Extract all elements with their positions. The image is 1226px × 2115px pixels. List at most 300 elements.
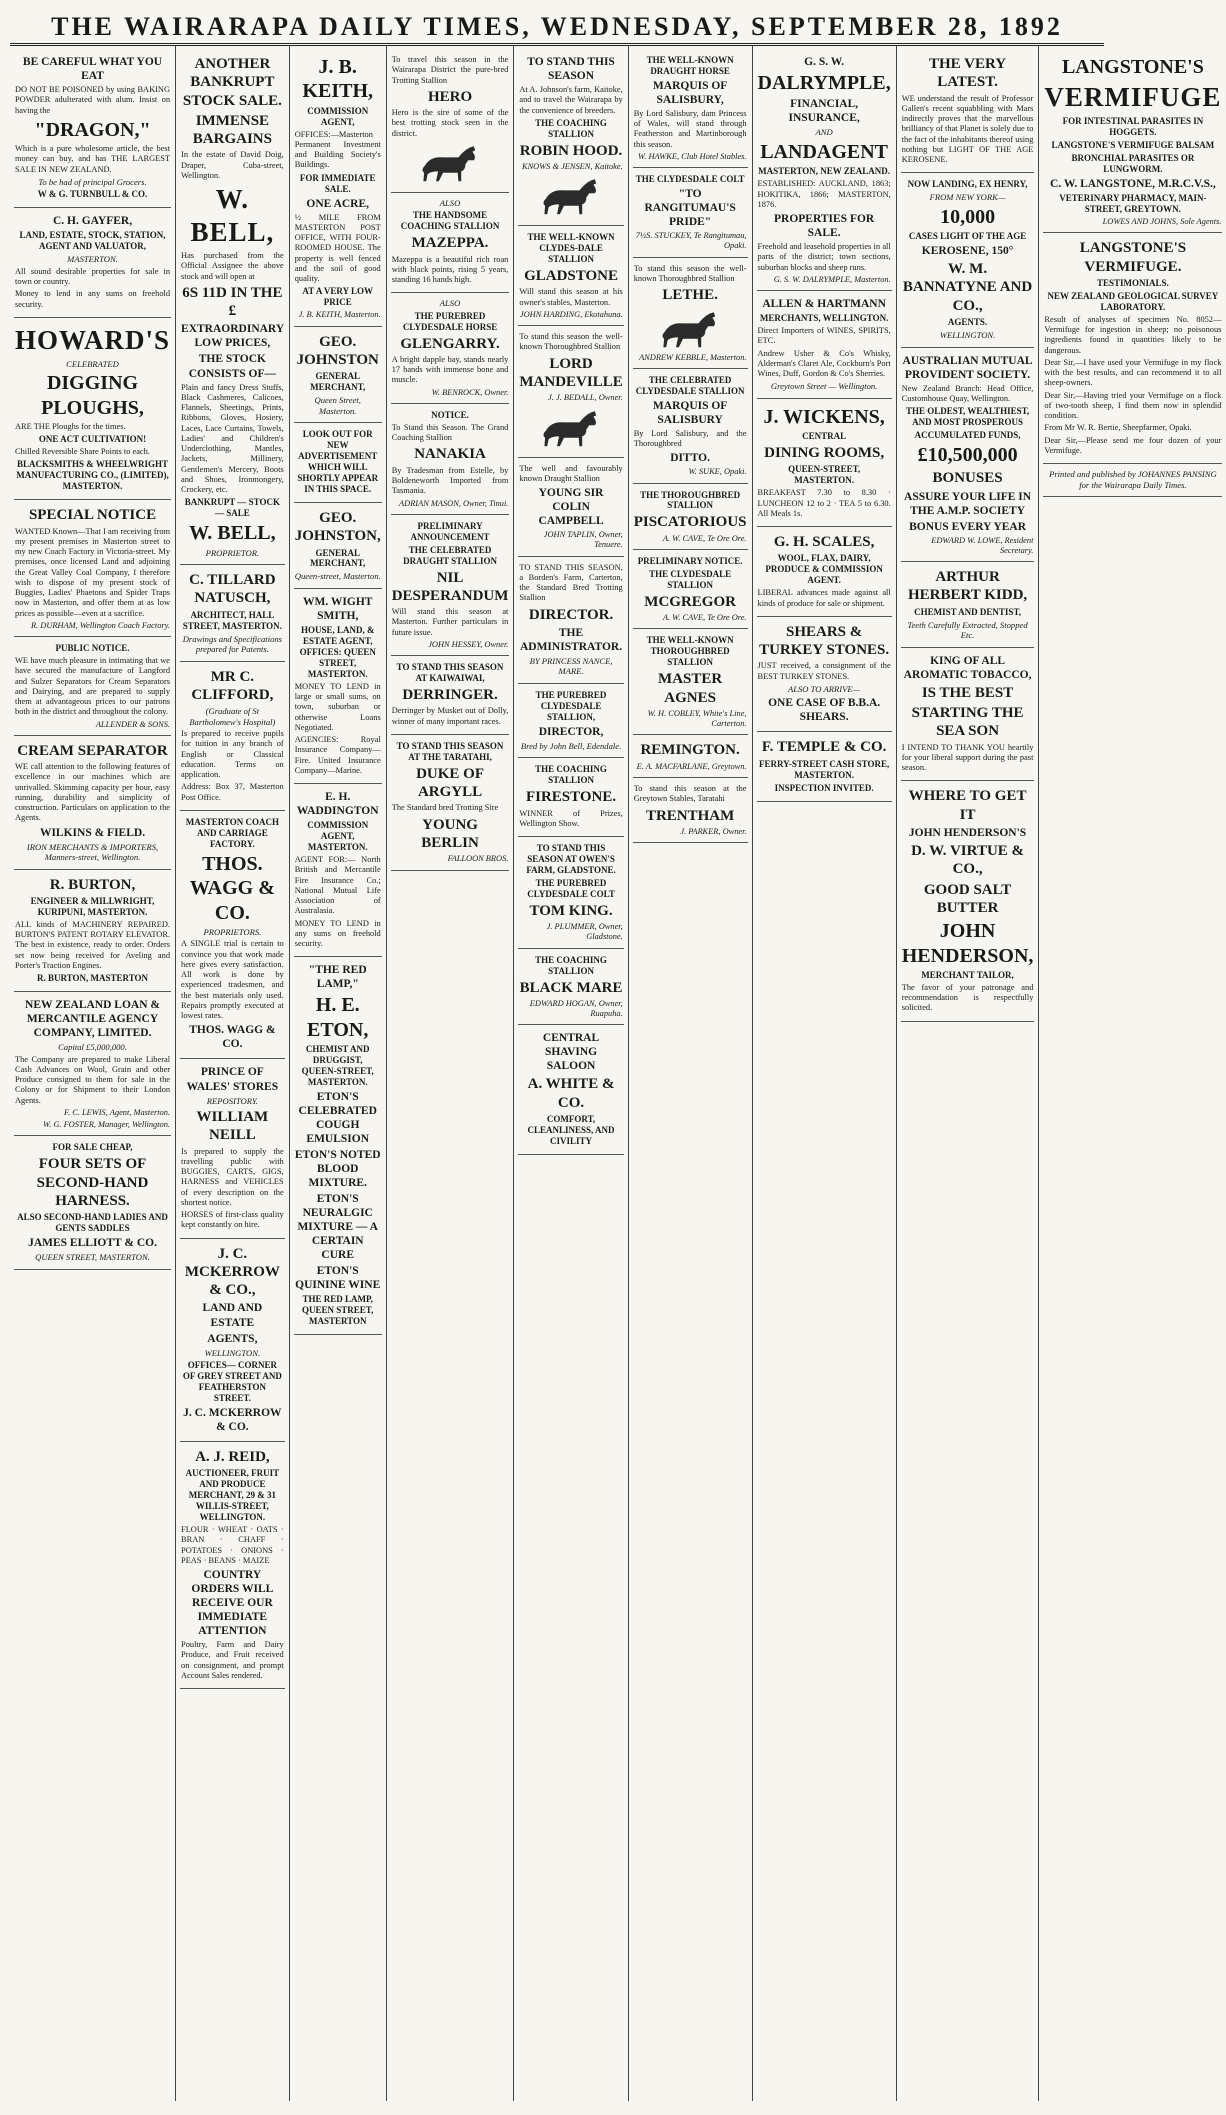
ad-heading: STARTING THE SEA SON: [911, 705, 1024, 740]
ad-heading: THE STOCK CONSISTS OF—: [188, 353, 276, 380]
ad-heading: WELLINGTON.: [939, 330, 996, 341]
ad-heading: THE OLDEST, WEALTHIEST, AND MOST PROSPEROUS: [905, 406, 1030, 428]
ad-heading: C. H. GAYFER,: [52, 215, 133, 228]
ad-heading: JOHN HARDING, Ekotahuna.: [519, 309, 623, 319]
ad-heading: THE WELL-KNOWN THOROUGHBRED STALLION: [646, 635, 734, 668]
ad-heading: Teeth Carefully Extracted, Stopped Etc.: [907, 619, 1028, 641]
advertisement: [757, 617, 892, 733]
ad-heading: GENERAL MERCHANT,: [310, 371, 366, 393]
ad-heading: WM. WIGHT SMITH,: [303, 595, 373, 622]
ad-heading: CENTRAL SHAVING SALOON: [542, 1032, 600, 1073]
ad-text: Dear Sir,—I have used your Vermifuge in my flock with the best results, and can recommend it to all sheep-owners.: [1044, 357, 1222, 388]
ad-heading: BLACK MARE: [519, 979, 623, 996]
ad-heading: THOS. WAGG & CO.: [189, 1024, 276, 1051]
ad-heading: BANKRUPT — STOCK — SALE: [184, 497, 280, 519]
ad-heading: LETHE.: [662, 287, 718, 304]
ad-heading: ALSO: [439, 298, 461, 309]
column-9: [1039, 46, 1226, 2101]
ad-heading: ALLENDER & SONS.: [95, 719, 171, 729]
ad-heading: PRELIMINARY NOTICE.: [637, 556, 743, 566]
ad-heading: PUBLIC NOTICE.: [55, 643, 130, 654]
ad-heading: THE WELL-KNOWN DRAUGHT HORSE: [646, 55, 734, 76]
ad-heading: A. W. CAVE, Te Ore Ore.: [662, 613, 747, 623]
column-7: [753, 46, 897, 2101]
ad-text: To travel this season in the Wairarapa District the pure-bred Trotting Stallion: [391, 55, 509, 85]
ad-heading: J. C. MCKERROW & CO.: [183, 1406, 282, 1433]
ad-text: By Lord Salisbury, dam Princess of Wales, will stand through Featherston and Martinborough this season.: [633, 108, 747, 149]
advertisement: [294, 503, 382, 589]
ad-heading: WELLINGTON.: [204, 1347, 261, 1358]
ad-heading: FOUR SETS OF SECOND-HAND HARNESS.: [36, 1156, 149, 1209]
ad-text: Mazeppa is a beautiful rich roan with black points, rising 5 years, standing 16 hands high.: [391, 254, 509, 285]
ad-heading: THE RED LAMP, QUEEN STREET, MASTERTON: [302, 1294, 374, 1327]
ad-heading: KEROSENE, 150°: [921, 245, 1014, 258]
ad-heading: LANGSTONE'S VERMIFUGE.: [1079, 240, 1187, 275]
ad-heading: INSPECTION INVITED.: [774, 782, 874, 793]
ad-heading: EDWARD W. LOWE, Resident Secretary.: [931, 535, 1034, 555]
advertisement: [180, 565, 285, 662]
ad-heading: TO STAND THIS SEASON AT OWEN'S FARM, GLADSTONE.: [526, 843, 616, 875]
ad-heading: A. WHITE & CO.: [527, 1076, 615, 1111]
ad-heading: To be had of principal Grocers.: [38, 176, 147, 187]
advertisement: [518, 326, 623, 457]
ad-heading: SPECIAL NOTICE: [28, 507, 157, 524]
ad-heading: QUEEN-STREET, MASTERTON.: [788, 464, 861, 486]
advertisement: [391, 656, 510, 735]
ad-heading: ASSURE YOUR LIFE IN THE A.M.P. SOCIETY: [904, 490, 1032, 517]
ad-heading: MERCHANT TAILOR,: [921, 969, 1014, 980]
ad-heading: ADRIAN MASON, Owner, Tinui.: [399, 498, 509, 508]
advertisement: [518, 684, 623, 758]
ad-heading: F. TEMPLE & CO.: [761, 739, 887, 756]
ad-heading: MCGREGOR: [644, 593, 736, 610]
ad-text: Derringer by Musket out of Dolly, winner of many important races.: [391, 706, 509, 726]
ad-text: In the estate of David Doig, Draper, Cuba-street, Wellington.: [181, 150, 284, 180]
ad-heading: E. H. WADDINGTON: [296, 791, 379, 818]
ad-heading: WHERE TO GET IT: [908, 788, 1027, 823]
ad-heading: HOUSE, LAND, & ESTATE AGENT, OFFICES: QUEEN STREET, MASTERTON.: [299, 624, 376, 679]
ad-heading: DIRECTOR,: [538, 725, 604, 738]
ad-heading: AGENTS,: [207, 1332, 258, 1345]
ad-heading: FINANCIAL, INSURANCE,: [788, 98, 860, 125]
ad-heading: Queen Street, Masterton.: [314, 395, 361, 416]
ad-heading: COMMISSION AGENT, MASTERTON.: [307, 820, 369, 853]
advertisement: [901, 648, 1035, 782]
ad-heading: HERO: [427, 88, 473, 105]
ad-heading: TO STAND THIS SEASON AT THE TARATAHI,: [396, 740, 504, 762]
ad-heading: PRELIMINARY ANNOUNCEMENT: [410, 520, 490, 542]
advertisement: [901, 173, 1035, 347]
ad-heading: CHEMIST AND DRUGGIST, QUEEN-STREET, MASTERTON.: [301, 1044, 374, 1087]
ad-heading: COMFORT, CLEANLINESS, AND CIVILITY: [527, 1114, 615, 1146]
ad-heading: ARTHUR HERBERT KIDD,: [907, 569, 1028, 604]
ad-heading: THE ADMINISTRATOR.: [519, 626, 623, 653]
advertisement: [14, 49, 171, 208]
advertisement: [14, 637, 171, 736]
ad-text: ARE THE Ploughs for the times.: [15, 422, 126, 432]
ad-heading: HOWARD'S: [15, 324, 171, 355]
ad-heading: KNOWS & JENSEN, Kaitoke.: [521, 162, 623, 172]
ad-heading: NEW ZEALAND LOAN & MERCANTILE AGENCY COMPANY, LIMITED.: [25, 999, 160, 1040]
ad-heading: TO STAND THIS SEASON: [527, 56, 615, 83]
ad-heading: W. M. BANNATYNE AND CO.,: [902, 261, 1033, 314]
ad-text: The well and favourably known Draught Stallion: [519, 463, 623, 483]
ad-heading: R. BURTON,: [49, 876, 136, 893]
ad-heading: CREAM SEPARATOR: [17, 742, 168, 759]
ad-heading: CELEBRATED: [66, 358, 119, 369]
ad-heading: BONUS EVERY YEAR: [909, 520, 1027, 533]
ad-heading: ETON'S QUININE WINE: [295, 1265, 381, 1292]
ad-heading: JAMES ELLIOTT & CO.: [28, 1237, 157, 1250]
ad-text: New Zealand Branch: Head Office, Customhouse Quay, Wellington.: [901, 383, 1034, 403]
ad-heading: J. B. KEITH, Masterton.: [298, 310, 381, 320]
ad-text: At A. Johnson's farm, Kaitoke, and to travel the Wairarapa by the convenience of breeders.: [519, 85, 623, 115]
ad-heading: MASTERTON.: [67, 254, 118, 265]
ad-heading: CHEMIST AND DENTIST,: [914, 606, 1022, 617]
ad-heading: DINING ROOMS,: [764, 445, 885, 462]
ad-heading: G. S. W.: [804, 56, 845, 68]
ad-heading: F. C. LEWIS, Agent, Masterton.: [64, 1107, 171, 1117]
ad-heading: A. W. CAVE, Te Ore Ore.: [662, 533, 747, 543]
advertisement: [294, 957, 382, 1335]
column-5: [514, 46, 628, 2101]
advertisement: [391, 193, 510, 293]
ad-heading: THOS. WAGG & CO.: [189, 852, 275, 924]
advertisement: [14, 870, 171, 992]
ad-text: Will stand this season at his owner's stables, Masterton.: [519, 287, 623, 307]
ad-heading: JOHN TAPLIN, Owner, Tenuere.: [543, 530, 623, 550]
ad-heading: 6S 11D IN THE £: [182, 284, 283, 320]
ad-heading: FOR SALE CHEAP,: [52, 1142, 133, 1153]
ad-heading: EXTRAORDINARY LOW PRICES,: [181, 323, 285, 350]
ad-heading: R. DURHAM, Wellington Coach Factory.: [31, 620, 171, 630]
ad-heading: MERCHANTS, WELLINGTON.: [759, 313, 889, 324]
advertisement: [180, 811, 285, 1060]
advertisement: [757, 732, 892, 801]
ad-heading: NIL DESPERANDUM: [391, 569, 509, 604]
ad-heading: THE VERY LATEST.: [928, 56, 1007, 91]
ad-heading: LANGSTONE'S VERMIFUGE BALSAM: [1051, 140, 1215, 151]
advertisement: [294, 423, 382, 503]
ad-text: WINNER of Prizes, Wellington Show.: [519, 808, 623, 828]
ad-heading: J. C. MCKERROW & CO.,: [184, 1245, 280, 1299]
ad-heading: AT A VERY LOW PRICE: [302, 286, 374, 308]
advertisement: [294, 784, 382, 957]
advertisement: [633, 484, 748, 550]
ad-heading: THE CLYDESDALE STALLION: [649, 568, 732, 590]
ad-heading: AGENTS.: [947, 317, 988, 328]
ad-heading: THE HANDSOME COACHING STALLION: [400, 210, 500, 232]
ad-text: AGENCIES: Royal Insurance Company—Fire. United Insurance Company—Marine.: [294, 735, 381, 775]
ad-heading: ROBIN HOOD.: [519, 142, 623, 159]
advertisement: [518, 226, 623, 326]
ad-heading: ETON'S NOTED BLOOD MIXTURE.: [294, 1149, 381, 1190]
ad-text: Direct Importers of WINES, SPIRITS, ETC.: [757, 326, 891, 346]
ad-heading: IMMENSE BARGAINS: [192, 112, 272, 148]
columns-grid: [10, 46, 1222, 2101]
ad-heading: PROPRIETOR.: [205, 547, 260, 558]
ad-heading: GEO. JOHNSTON,: [294, 509, 381, 545]
ad-text: To Stand this Season. The Grand Coaching Stallion: [391, 422, 509, 443]
ad-heading: PRINCE OF WALES' STORES: [186, 1066, 279, 1093]
ad-text: By Lord Salisbury, and the Thoroughbred: [633, 428, 747, 448]
ad-heading: GEO. JOHNSTON: [296, 333, 379, 368]
advertisement: [757, 399, 892, 527]
ad-text: Address: Box 37, Masterton Post Office.: [181, 782, 284, 802]
advertisement: [180, 1442, 285, 1689]
ad-heading: E. A. MACFARLANE, Greytown.: [636, 761, 747, 771]
ad-heading: DERRINGER.: [402, 687, 498, 704]
advertisement: [901, 348, 1035, 563]
ad-heading: THE COACHING STALLION: [535, 954, 607, 976]
advertisement: [180, 49, 285, 565]
ad-text: Is prepared to supply the travelling public with BUGGIES, CARTS, GIGS, HARNESS and VEHICLES of every description on the shortest notice.: [181, 1146, 284, 1207]
ad-heading: W. BELL,: [189, 522, 276, 545]
ad-heading: COUNTRY ORDERS WILL RECEIVE OUR IMMEDIATE ATTENTION: [191, 1569, 274, 1638]
advertisement: [518, 837, 623, 949]
ad-heading: AUCTIONEER, FRUIT AND PRODUCE MERCHANT, 29 & 31 WILLIS-STREET, WELLINGTON.: [185, 1468, 280, 1523]
advertisement: [518, 758, 623, 837]
ad-heading: MASTERTON COACH AND CARRIAGE FACTORY.: [185, 816, 280, 849]
ad-text: BREAKFAST 7.30 to 8.30 · LUNCHEON 12 to 2 · TEA 5 to 6.30. All Meals 1s.: [757, 488, 891, 518]
ad-heading: EDWARD HOGAN, Owner, Ruapuha.: [529, 998, 623, 1019]
ad-text: MONEY TO LEND in large or small sums, on town, suburban or otherwise Loans Negotiated.: [294, 681, 381, 732]
ad-heading: THE CLYDESDALE COLT: [635, 174, 745, 185]
ad-heading: (Graduate of St Bartholomew's Hospital): [189, 706, 276, 727]
ad-text: ESTABLISHED: AUCKLAND, 1863; HOKITIKA, 1866; MASTERTON, 1876.: [757, 179, 891, 209]
ad-heading: THE PUREBRED CLYDESDALE HORSE: [402, 310, 498, 332]
ad-heading: ANDREW KEBBLE, Masterton.: [639, 352, 747, 362]
column-8: [897, 46, 1040, 2101]
advertisement: [180, 1239, 285, 1442]
ad-heading: LAND, ESTATE, STOCK, STATION, AGENT AND VALUATOR,: [19, 230, 166, 252]
ad-heading: W. BELL,: [190, 184, 275, 248]
ad-heading: AUSTRALIAN MUTUAL PROVIDENT SOCIETY.: [902, 354, 1033, 381]
advertisement: [633, 369, 748, 484]
ad-heading: WILKINS & FIELD.: [39, 826, 146, 839]
advertisement: [391, 293, 510, 404]
ad-heading: THE COACHING STALLION: [535, 764, 607, 786]
ad-heading: ARCHITECT, HALL STREET, MASTERTON.: [182, 609, 282, 631]
advertisement: [1043, 49, 1222, 233]
ad-heading: LOWES AND JOHNS, Sole Agents.: [1102, 217, 1222, 227]
ad-text: A bright dapple bay, stands nearly 17 hands with immense bone and muscle.: [391, 354, 509, 385]
advertisement: [757, 527, 892, 617]
ad-heading: ONE ACT CULTIVATION!: [38, 434, 147, 445]
ad-heading: Printed and published by JOHANNES PANSING for the Wairarapa Daily Times.: [1049, 469, 1217, 490]
ad-text: Poultry, Farm and Dairy Produce, and Fruit received on consignment, and prompt Account Sales rendered.: [181, 1640, 284, 1680]
ad-heading: IRON MERCHANTS & IMPORTERS, Manners-street, Wellington.: [26, 841, 159, 863]
ad-heading: ETON'S CELEBRATED COUGH EMULSION: [298, 1090, 377, 1145]
ad-text: LIBERAL advances made against all kinds of produce for sale or shipment.: [757, 588, 891, 608]
column-6: [629, 46, 753, 2101]
ad-heading: LANGSTONE'S: [1061, 56, 1204, 78]
ad-text: The favor of your patronage and recommendation is respectfully solicited.: [901, 982, 1034, 1013]
ad-text: Has purchased from the Official Assignee the above stock and will open at: [181, 251, 284, 281]
advertisement: [633, 778, 748, 843]
horse-illustration-icon: [655, 308, 725, 350]
ad-heading: Greytown Street — Wellington.: [770, 381, 878, 392]
ad-text: To stand this season the well-known Thoroughbred Stallion: [519, 332, 623, 352]
ad-heading: FOR IMMEDIATE SALE.: [299, 172, 376, 194]
ad-heading: LORD MANDEVILLE: [519, 355, 623, 391]
ad-heading: THE WELL-KNOWN CLYDES-DALE STALLION: [527, 232, 615, 265]
ad-text: Will stand this season at Masterton. Further particulars in future issue.: [391, 607, 509, 637]
ad-heading: THE CELEBRATED DRAUGHT STALLION: [403, 544, 498, 566]
ad-heading: DUKE OF ARGYLL: [416, 765, 484, 801]
advertisement: [180, 662, 285, 811]
ad-heading: WOOL, FLAX, DAIRY, PRODUCE & COMMISSION AGENT.: [765, 553, 883, 586]
ad-heading: G. S. W. DALRYMPLE, Masterton.: [773, 274, 891, 284]
advertisement: [518, 949, 623, 1026]
ad-heading: PISCATORIOUS: [633, 514, 747, 531]
ad-heading: J. PLUMMER, Owner, Gladstone.: [546, 922, 623, 942]
horse-illustration-icon: [536, 407, 606, 449]
masthead: THE WAIRARAPA DAILY TIMES, WEDNESDAY, SEPTEMBER 28, 1892: [10, 6, 1104, 46]
advertisement: [901, 49, 1035, 173]
ad-heading: MARQUIS OF SALISBURY,: [652, 79, 728, 106]
ad-text: From Mr W. R. Bertie, Sheepfarmer, Opaki.: [1044, 423, 1192, 433]
ad-heading: Bred by John Bell, Edendale.: [520, 740, 622, 751]
advertisement: [633, 49, 748, 168]
ad-text: Which is a pure wholesome article, the best money can buy, and has THE LARGEST SALE IN NEW ZEALAND.: [15, 144, 171, 174]
advertisement: [14, 736, 171, 870]
ad-text: Is prepared to receive pupils for tuition in any branch of English or Classical education. Terms on application.: [181, 729, 284, 780]
ad-heading: MR C. CLIFFORD,: [191, 668, 274, 703]
ad-heading: MAZEPPA.: [411, 235, 489, 252]
ad-text: Dear Sir,—Having tried your Vermifuge on a flock of two-tooth sheep, I find them now in splendid condition.: [1044, 390, 1222, 421]
ad-text: WE call attention to the following features of excellence in our machines which are unrivalled. Skimming capacity per hour, easy running, durability and simplicity of construction. Particulars on application to the Agents.: [15, 762, 171, 823]
ad-text: All sound desirable properties for sale in town or country.: [15, 266, 171, 287]
ad-heading: ENGINEER & MILLWRIGHT, KURIPUNI, MASTERTON.: [30, 895, 155, 917]
ad-heading: J. B. KEITH,: [302, 56, 373, 103]
ad-heading: TRENTHAM: [645, 807, 735, 824]
ad-heading: ALSO SECOND-HAND LADIES AND GENTS SADDLES: [17, 1212, 168, 1234]
ad-heading: DIRECTOR.: [528, 606, 614, 623]
ad-heading: TESTIMONIALS.: [1097, 277, 1169, 288]
advertisement: [391, 49, 510, 193]
ad-heading: TOM KING.: [529, 902, 613, 919]
ad-heading: GENERAL MERCHANT,: [310, 547, 366, 569]
ad-heading: THE THOROUGHBRED STALLION: [640, 489, 741, 511]
ad-text: JUST received, a consignment of the BEST TURKEY STONES.: [757, 661, 891, 681]
ad-heading: ETON'S NEURALGIC MIXTURE — A CERTAIN CURE: [297, 1193, 378, 1262]
advertisement: [14, 992, 171, 1136]
advertisement: [391, 404, 510, 515]
ad-heading: BLACKSMITHS & WHEELWRIGHT MANUFACTURING CO., (LIMITED), MASTERTON.: [16, 459, 169, 492]
ad-text: Dear Sir,—Please send me four dozen of your Vermifuge.: [1044, 435, 1222, 455]
ad-heading: JOHN HESSEY, Owner.: [428, 639, 509, 649]
ad-heading: SHEARS & TURKEY STONES.: [759, 623, 890, 659]
ad-heading: W & G. TURNBULL & CO.: [37, 189, 148, 200]
advertisement: [757, 291, 892, 399]
ad-heading: BRONCHIAL PARASITES OR LUNGWORM.: [1071, 153, 1195, 175]
ad-text: Plain and fancy Dress Stuffs, Black Cashmeres, Calicoes, Flannels, Sheetings, Prints, Ribbons, Gloves, Hosiery, Laces, Lace Curtains, Towels, Ladies' and Children's Underclothing, Mantles, Jackets, Millinery, Gentlemen's Mercery, Boots and Shoes, Ironmongery, Crockery, etc.: [181, 382, 284, 495]
advertisement: [518, 49, 623, 226]
ad-text: DO NOT BE POISONED by using BAKING POWDER adulterated with alum. Insist on having the: [15, 85, 171, 115]
ad-heading: YOUNG BERLIN: [421, 816, 479, 852]
ad-heading: NOW LANDING, EX HENRY,: [907, 179, 1028, 190]
ad-heading: W. BENROCK, Owner.: [431, 387, 509, 397]
ad-text: ½ MILE FROM MASTERTON POST OFFICE, WITH FOUR-ROOMED HOUSE. The property is well fenced and the soil of good quality.: [294, 212, 381, 284]
ad-heading: THE PUREBRED CLYDESDALE COLT: [527, 877, 615, 899]
ad-text: MONEY TO LEND in any sums on freehold security.: [294, 918, 381, 948]
ad-heading: A. J. REID,: [195, 1448, 270, 1465]
ad-heading: BE CAREFUL WHAT YOU EAT: [22, 56, 163, 83]
ad-heading: REPOSITORY.: [206, 1095, 258, 1106]
advertisement: [14, 208, 171, 317]
ad-heading: Drawings and Specifications prepared for Patents.: [182, 633, 283, 655]
ad-heading: WILLIAM NEILL: [196, 1109, 269, 1144]
ad-heading: DITTO.: [670, 452, 710, 465]
ad-heading: AND: [815, 127, 833, 138]
ad-heading: H. E. ETON,: [307, 994, 369, 1041]
ad-text: OFFICES:—Masterton Permanent Investment and Building Society's Buildings.: [294, 129, 381, 170]
ad-heading: MASTERTON, NEW ZEALAND.: [758, 166, 891, 177]
ad-heading: NANAKIA: [414, 446, 486, 463]
ad-heading: JOHN HENDERSON,: [901, 920, 1034, 967]
horse-illustration-icon: [536, 175, 606, 217]
advertisement: [633, 258, 748, 369]
ad-text: Freehold and leasehold properties in all parts of the district; town sections, suburban blocks and sheep runs.: [757, 242, 891, 272]
ad-heading: THE PUREBRED CLYDESDALE STALLION,: [535, 689, 607, 722]
advertisement: [14, 1136, 171, 1269]
advertisement: [518, 458, 623, 557]
ad-text: I INTEND TO THANK YOU heartily for your liberal support during the past season.: [901, 742, 1034, 773]
ad-heading: "TO RANGITUMAU'S PRIDE": [644, 188, 736, 229]
ad-text: The Company are prepared to make Liberal Cash Advances on Wool, Grain and other Produce consigned to them for sale in the Colony or for Shipment to their London Agents.: [15, 1054, 171, 1105]
ad-heading: NOTICE.: [431, 409, 469, 420]
ad-heading: LOOK OUT FOR NEW ADVERTISEMENT WHICH WILL SHORTLY APPEAR IN THIS SPACE.: [297, 429, 379, 494]
ad-text: WANTED Known—That I am receiving from my present premises in Masterton street to my new Coach Factory in Victoria-street. My premises, once licensed Land and adjoining the Great Valley Coal Company, I therefore wish to dispose of my present stock of Buggies, Ladies' Phaetons and Spider Traps now in Masterton, and offer them at as low prices as possible—even at a sacrifice.: [15, 526, 171, 618]
ad-heading: "THE RED LAMP,": [308, 964, 367, 991]
advertisement: [901, 781, 1035, 1021]
ad-heading: PROPRIETORS.: [203, 926, 262, 937]
column-2: [176, 46, 290, 2101]
ad-heading: D. W. VIRTUE & CO.,: [911, 843, 1025, 878]
ad-heading: 10,000: [940, 205, 996, 228]
ad-heading: W. SUKE, Opaki.: [688, 467, 747, 477]
ad-text: To stand this season the well-known Thoroughbred Stallion: [633, 263, 747, 283]
ad-heading: ALSO: [439, 197, 461, 208]
advertisement: [294, 589, 382, 784]
ad-text: WE have much pleasure in intimating that we have secured the manufacture of Langford and Sulzer Separators for Cream Separators and Dairying, and are prepared to supply them at advantageous prices to our patrons both in the district and throughout the colony.: [15, 656, 171, 717]
ad-heading: CASES LIGHT OF THE AGE: [908, 231, 1027, 242]
advertisement: [14, 318, 171, 501]
ad-heading: THE COACHING STALLION: [535, 117, 607, 139]
ad-text: Andrew Usher & Co's Whisky, Alderman's Claret Ale, Cockburn's Port Wines, Duff, Gordon & Co's Sherries.: [757, 348, 891, 379]
ad-heading: FALLOON BROS.: [447, 854, 509, 864]
ad-heading: REMINGTON.: [640, 742, 740, 759]
advertisement: [294, 327, 382, 424]
ad-heading: C. TILLARD NATUSCH,: [189, 572, 276, 607]
ad-heading: CENTRAL: [802, 431, 847, 442]
ad-heading: LAND AND ESTATE: [202, 1302, 263, 1329]
ad-heading: C. W. LANGSTONE, M.R.C.V.S.,: [1050, 178, 1216, 191]
ad-text: TO STAND THIS SEASON, a Borden's Farm, Carterton, the Standard Bred Trotting Stallion: [519, 562, 623, 603]
ad-heading: OFFICES— CORNER OF GREY STREET AND FEATHERSTON STREET.: [182, 1360, 282, 1403]
ad-heading: VETERINARY PHARMACY, MAIN-STREET, GREYTOWN.: [1059, 193, 1207, 215]
ad-heading: J. J. BEDALL, Owner.: [548, 393, 623, 403]
ad-heading: ONE CASE OF B.B.A. SHEARS.: [768, 697, 881, 724]
ad-heading: R. BURTON, MASTERTON: [36, 973, 149, 984]
ad-heading: ALSO TO ARRIVE—: [787, 683, 861, 694]
ad-text: Money to lend in any sums on freehold security.: [15, 289, 171, 309]
ad-heading: COMMISSION AGENT,: [307, 105, 369, 127]
ad-heading: £10,500,000: [917, 443, 1018, 466]
ad-text: The Standard bred Trotting Sire: [391, 803, 499, 813]
ad-heading: J. PARKER, Owner.: [680, 826, 747, 836]
